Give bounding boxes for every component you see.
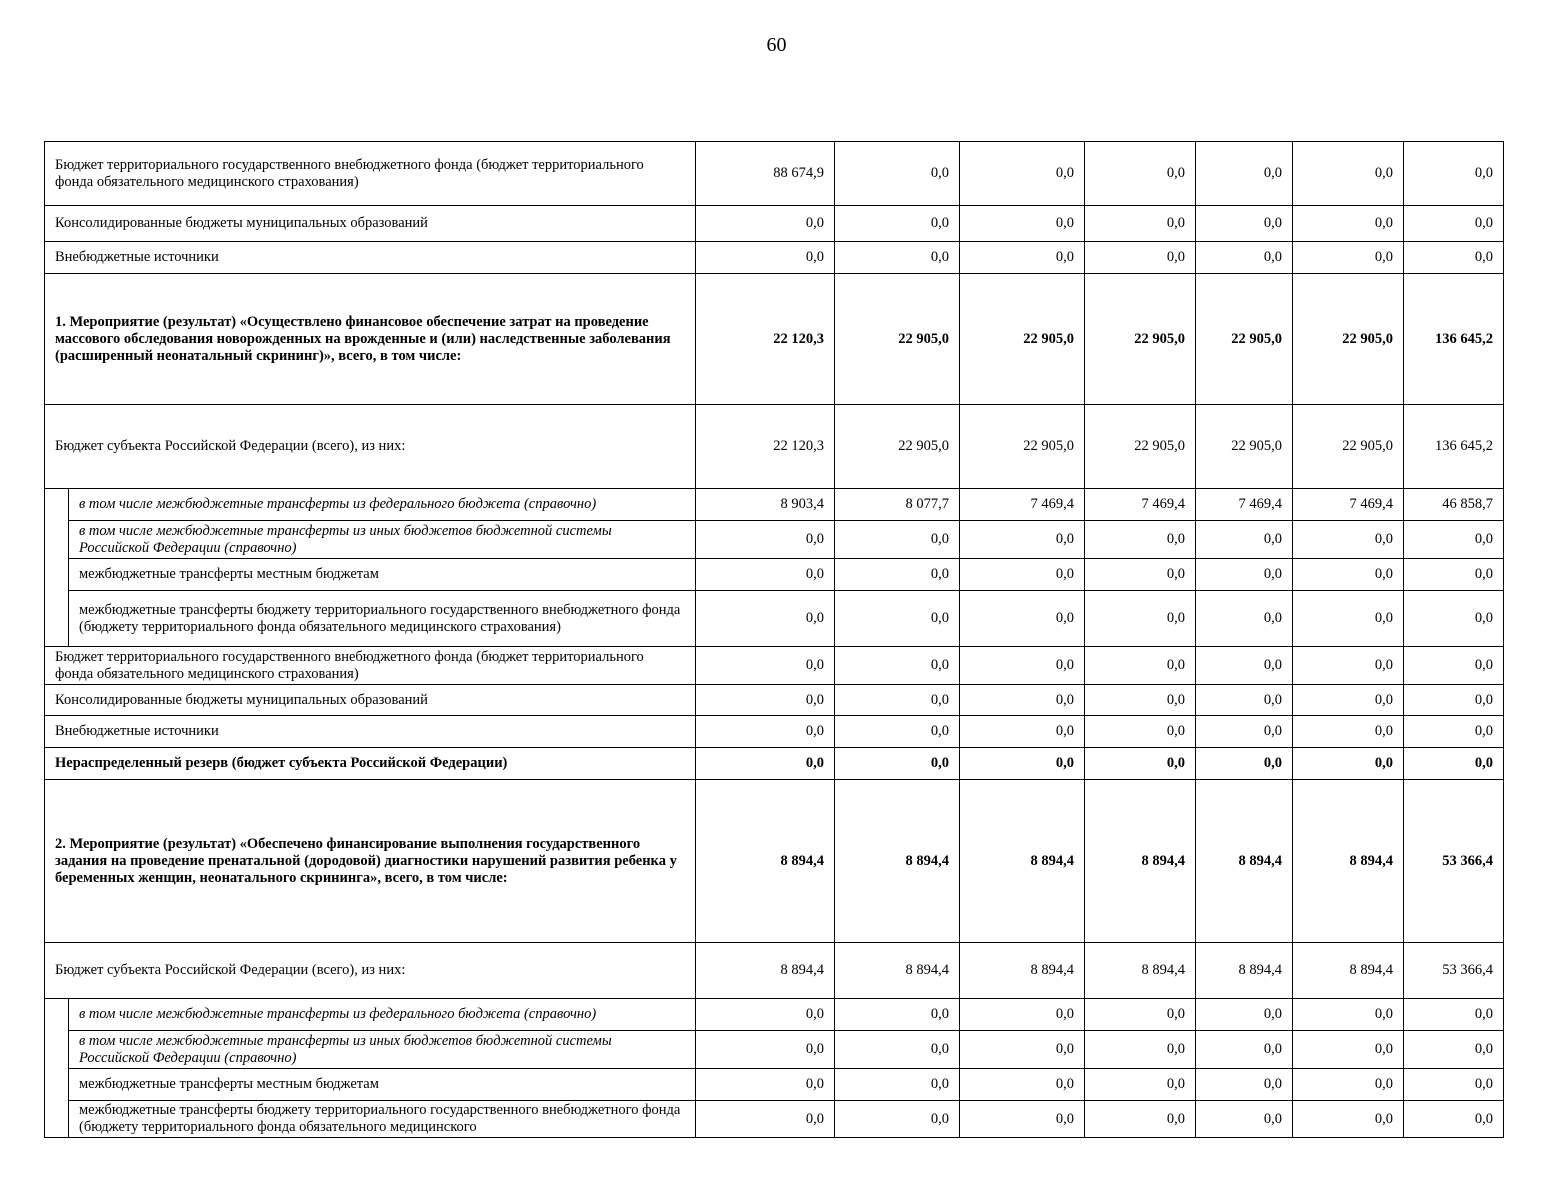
value-cell: 22 905,0 <box>1196 405 1293 489</box>
table-row <box>45 489 1504 521</box>
row-label: Бюджет субъекта Российской Федерации (всего), из них: <box>45 405 696 489</box>
value-cell: 8 894,4 <box>1196 780 1293 943</box>
value-cell: 0,0 <box>835 559 960 591</box>
indent-cell <box>45 999 69 1138</box>
row-label: в том числе межбюджетные трансферты из иных бюджетов бюджетной системы Российской Федерации (справочно) <box>69 1031 696 1069</box>
table-row <box>45 591 1504 647</box>
value-cell: 0,0 <box>1085 242 1196 274</box>
value-cell: 8 894,4 <box>1196 943 1293 999</box>
value-cell: 0,0 <box>1085 521 1196 559</box>
value-cell: 0,0 <box>1293 716 1404 748</box>
value-cell: 0,0 <box>1293 1031 1404 1069</box>
value-cell: 8 894,4 <box>1293 943 1404 999</box>
value-cell: 0,0 <box>1293 685 1404 716</box>
total-cell: 0,0 <box>1404 748 1504 780</box>
value-cell: 0,0 <box>835 716 960 748</box>
value-cell: 7 469,4 <box>1196 489 1293 521</box>
value-cell: 0,0 <box>835 1069 960 1101</box>
value-cell: 0,0 <box>1293 559 1404 591</box>
value-cell: 0,0 <box>960 999 1085 1031</box>
value-cell: 0,0 <box>1085 647 1196 685</box>
value-cell: 0,0 <box>696 242 835 274</box>
value-cell: 22 905,0 <box>1196 274 1293 405</box>
value-cell: 22 905,0 <box>1085 405 1196 489</box>
table-row <box>45 716 1504 748</box>
total-cell: 0,0 <box>1404 142 1504 206</box>
value-cell: 0,0 <box>835 242 960 274</box>
value-cell: 0,0 <box>960 748 1085 780</box>
value-cell: 0,0 <box>1196 748 1293 780</box>
total-cell: 0,0 <box>1404 1031 1504 1069</box>
value-cell: 8 894,4 <box>696 780 835 943</box>
row-label: 1. Мероприятие (результат) «Осуществлено финансовое обеспечение затрат на проведение массового обследования новорожденных на врожденные и (или) наследственные заболевания (расширенный неонатальный скрининг)», всего, в том числе: <box>45 274 696 405</box>
value-cell: 0,0 <box>960 559 1085 591</box>
value-cell: 8 894,4 <box>1085 780 1196 943</box>
value-cell: 0,0 <box>960 647 1085 685</box>
indent-cell <box>45 489 69 647</box>
value-cell: 0,0 <box>1085 142 1196 206</box>
value-cell: 0,0 <box>1293 748 1404 780</box>
value-cell: 0,0 <box>1293 206 1404 242</box>
row-label: в том числе межбюджетные трансферты из федерального бюджета (справочно) <box>69 489 696 521</box>
value-cell: 0,0 <box>1196 999 1293 1031</box>
total-cell: 0,0 <box>1404 647 1504 685</box>
value-cell: 0,0 <box>696 559 835 591</box>
value-cell: 0,0 <box>835 591 960 647</box>
value-cell: 0,0 <box>1293 1101 1404 1138</box>
value-cell: 22 905,0 <box>1293 405 1404 489</box>
value-cell: 0,0 <box>1196 1069 1293 1101</box>
table-row <box>45 1069 1504 1101</box>
table-row <box>45 405 1504 489</box>
value-cell: 0,0 <box>835 206 960 242</box>
value-cell: 22 120,3 <box>696 405 835 489</box>
value-cell: 0,0 <box>835 748 960 780</box>
total-cell: 0,0 <box>1404 716 1504 748</box>
value-cell: 0,0 <box>1196 685 1293 716</box>
value-cell: 8 894,4 <box>835 943 960 999</box>
table-row <box>45 780 1504 943</box>
row-label: Бюджет территориального государственного внебюджетного фонда (бюджет территориального фонда обязательного медицинского страхования) <box>45 647 696 685</box>
value-cell: 0,0 <box>1085 559 1196 591</box>
row-label: Внебюджетные источники <box>45 716 696 748</box>
value-cell: 22 905,0 <box>960 405 1085 489</box>
value-cell: 0,0 <box>1085 748 1196 780</box>
value-cell: 0,0 <box>960 206 1085 242</box>
value-cell: 22 905,0 <box>960 274 1085 405</box>
value-cell: 0,0 <box>960 1101 1085 1138</box>
value-cell: 0,0 <box>696 748 835 780</box>
value-cell: 0,0 <box>1085 1069 1196 1101</box>
table-row <box>45 685 1504 716</box>
value-cell: 0,0 <box>835 142 960 206</box>
table-row <box>45 1101 1504 1138</box>
total-cell: 0,0 <box>1404 521 1504 559</box>
value-cell: 0,0 <box>1293 1069 1404 1101</box>
total-cell: 0,0 <box>1404 206 1504 242</box>
table-row <box>45 521 1504 559</box>
value-cell: 0,0 <box>960 242 1085 274</box>
value-cell: 0,0 <box>696 521 835 559</box>
value-cell: 22 120,3 <box>696 274 835 405</box>
value-cell: 8 894,4 <box>1085 943 1196 999</box>
value-cell: 0,0 <box>696 1101 835 1138</box>
value-cell: 8 894,4 <box>1293 780 1404 943</box>
value-cell: 7 469,4 <box>1085 489 1196 521</box>
value-cell: 8 894,4 <box>696 943 835 999</box>
value-cell: 0,0 <box>835 521 960 559</box>
row-label: Нераспределенный резерв (бюджет субъекта Российской Федерации) <box>45 748 696 780</box>
budget-table <box>44 141 1504 1138</box>
value-cell: 0,0 <box>696 716 835 748</box>
row-label: Бюджет территориального государственного внебюджетного фонда (бюджет территориального фонда обязательного медицинского страхования) <box>45 142 696 206</box>
value-cell: 88 674,9 <box>696 142 835 206</box>
total-cell: 53 366,4 <box>1404 943 1504 999</box>
table-row <box>45 206 1504 242</box>
row-label: межбюджетные трансферты местным бюджетам <box>69 559 696 591</box>
table-row <box>45 274 1504 405</box>
total-cell: 0,0 <box>1404 242 1504 274</box>
value-cell: 0,0 <box>1085 999 1196 1031</box>
value-cell: 0,0 <box>1196 142 1293 206</box>
row-label: Консолидированные бюджеты муниципальных образований <box>45 206 696 242</box>
value-cell: 0,0 <box>1085 716 1196 748</box>
value-cell: 0,0 <box>696 206 835 242</box>
value-cell: 0,0 <box>960 1069 1085 1101</box>
value-cell: 0,0 <box>696 1069 835 1101</box>
table-row <box>45 559 1504 591</box>
value-cell: 0,0 <box>1293 591 1404 647</box>
value-cell: 8 894,4 <box>960 943 1085 999</box>
row-label: в том числе межбюджетные трансферты из федерального бюджета (справочно) <box>69 999 696 1031</box>
row-label: межбюджетные трансферты бюджету территориального государственного внебюджетного фонда (бюджету территориального фонда обязательного медицинского страхования) <box>69 591 696 647</box>
total-cell: 0,0 <box>1404 591 1504 647</box>
total-cell: 136 645,2 <box>1404 274 1504 405</box>
table-row <box>45 142 1504 206</box>
value-cell: 22 905,0 <box>835 405 960 489</box>
row-label: 2. Мероприятие (результат) «Обеспечено финансирование выполнения государственного задания на проведение пренатальной (дородовой) диагностики нарушений развития ребенка у беременных женщин, неонатального скрининга», всего, в том числе: <box>45 780 696 943</box>
total-cell: 0,0 <box>1404 1101 1504 1138</box>
value-cell: 0,0 <box>835 999 960 1031</box>
value-cell: 0,0 <box>960 591 1085 647</box>
row-label: межбюджетные трансферты местным бюджетам <box>69 1069 696 1101</box>
row-label: в том числе межбюджетные трансферты из иных бюджетов бюджетной системы Российской Федерации (справочно) <box>69 521 696 559</box>
row-label: Консолидированные бюджеты муниципальных образований <box>45 685 696 716</box>
total-cell: 0,0 <box>1404 685 1504 716</box>
value-cell: 0,0 <box>1196 521 1293 559</box>
table-row <box>45 999 1504 1031</box>
value-cell: 22 905,0 <box>1293 274 1404 405</box>
row-label: межбюджетные трансферты бюджету территориального государственного внебюджетного фонда (бюджету территориального фонда обязательного медицинского <box>69 1101 696 1138</box>
value-cell: 0,0 <box>1196 559 1293 591</box>
row-label: Бюджет субъекта Российской Федерации (всего), из них: <box>45 943 696 999</box>
value-cell: 0,0 <box>960 716 1085 748</box>
value-cell: 0,0 <box>1293 647 1404 685</box>
value-cell: 7 469,4 <box>960 489 1085 521</box>
value-cell: 22 905,0 <box>835 274 960 405</box>
value-cell: 0,0 <box>1085 591 1196 647</box>
value-cell: 0,0 <box>696 999 835 1031</box>
value-cell: 0,0 <box>960 521 1085 559</box>
row-label: Внебюджетные источники <box>45 242 696 274</box>
value-cell: 0,0 <box>696 591 835 647</box>
value-cell: 0,0 <box>1293 999 1404 1031</box>
value-cell: 0,0 <box>835 1031 960 1069</box>
value-cell: 0,0 <box>1196 591 1293 647</box>
value-cell: 0,0 <box>960 685 1085 716</box>
value-cell: 8 077,7 <box>835 489 960 521</box>
table-row <box>45 943 1504 999</box>
total-cell: 0,0 <box>1404 1069 1504 1101</box>
value-cell: 0,0 <box>1196 1031 1293 1069</box>
value-cell: 0,0 <box>1196 1101 1293 1138</box>
value-cell: 0,0 <box>1085 1101 1196 1138</box>
value-cell: 22 905,0 <box>1085 274 1196 405</box>
value-cell: 8 903,4 <box>696 489 835 521</box>
total-cell: 46 858,7 <box>1404 489 1504 521</box>
value-cell: 0,0 <box>1293 242 1404 274</box>
value-cell: 0,0 <box>1085 685 1196 716</box>
value-cell: 8 894,4 <box>960 780 1085 943</box>
value-cell: 0,0 <box>1085 1031 1196 1069</box>
value-cell: 0,0 <box>696 647 835 685</box>
value-cell: 0,0 <box>696 1031 835 1069</box>
total-cell: 53 366,4 <box>1404 780 1504 943</box>
table-row <box>45 242 1504 274</box>
value-cell: 0,0 <box>960 1031 1085 1069</box>
value-cell: 0,0 <box>835 1101 960 1138</box>
table-row <box>45 748 1504 780</box>
page-number: 60 <box>766 34 787 56</box>
table-row <box>45 647 1504 685</box>
total-cell: 0,0 <box>1404 999 1504 1031</box>
value-cell: 0,0 <box>835 647 960 685</box>
value-cell: 0,0 <box>1196 716 1293 748</box>
value-cell: 0,0 <box>1196 242 1293 274</box>
total-cell: 0,0 <box>1404 559 1504 591</box>
value-cell: 0,0 <box>696 685 835 716</box>
value-cell: 0,0 <box>1293 142 1404 206</box>
table-row <box>45 1031 1504 1069</box>
value-cell: 0,0 <box>1196 647 1293 685</box>
value-cell: 0,0 <box>960 142 1085 206</box>
value-cell: 0,0 <box>835 685 960 716</box>
budget-table-body <box>45 142 1504 1138</box>
value-cell: 7 469,4 <box>1293 489 1404 521</box>
value-cell: 8 894,4 <box>835 780 960 943</box>
value-cell: 0,0 <box>1196 206 1293 242</box>
total-cell: 136 645,2 <box>1404 405 1504 489</box>
value-cell: 0,0 <box>1085 206 1196 242</box>
value-cell: 0,0 <box>1293 521 1404 559</box>
